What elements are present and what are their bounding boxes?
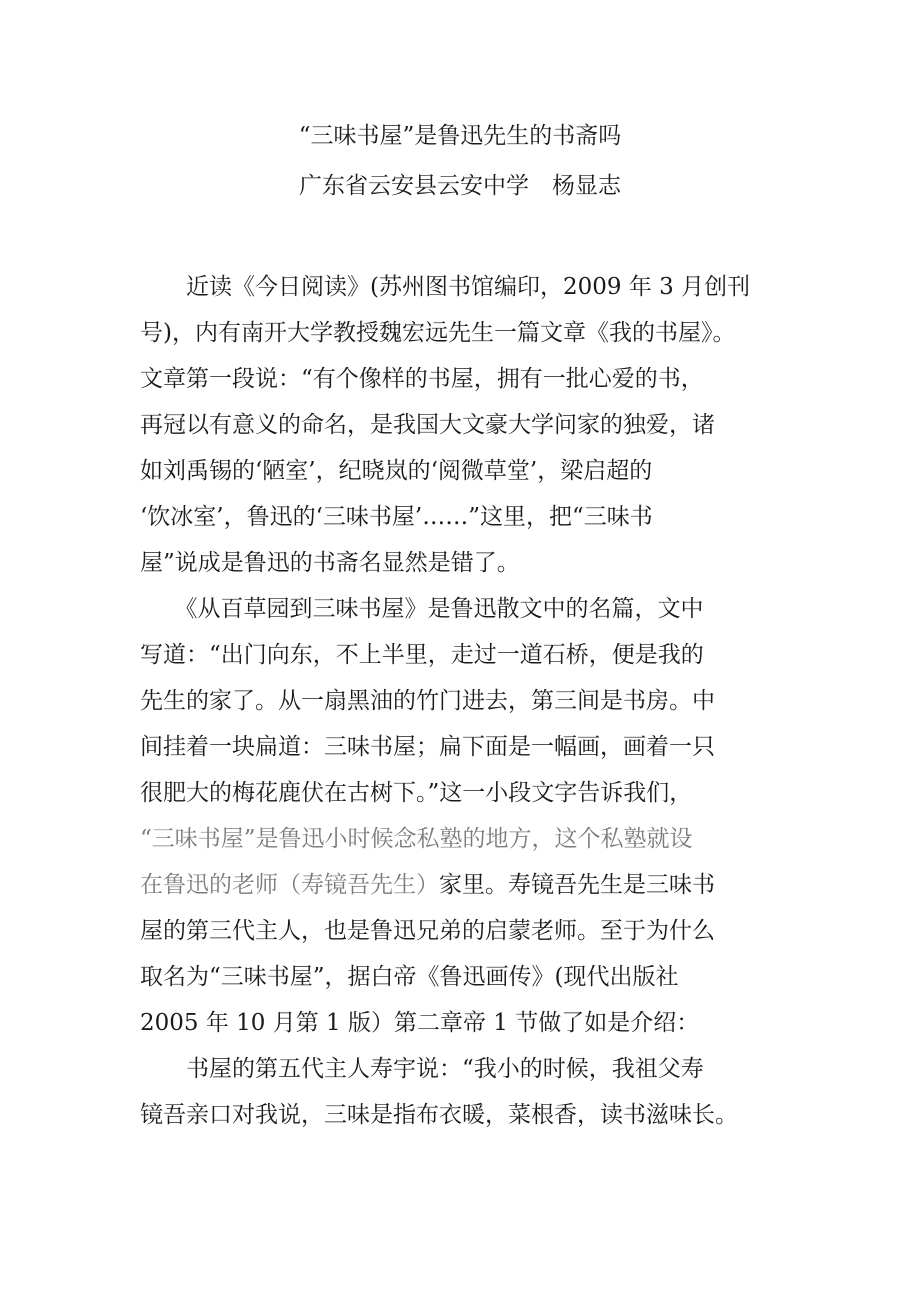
body-line: 如刘禹锡的‘陋室’，纪晓岚的‘阅微草堂’，梁启超的 xyxy=(140,458,653,484)
body-line: 文章第一段说：“有个像样的书屋，拥有一批心爱的书， xyxy=(140,366,704,392)
document-body xyxy=(140,264,780,1138)
body-line: 写道：“出门向东，不上半里，走过一道石桥，便是我的 xyxy=(140,642,704,668)
body-line: 《从百草园到三味书屋》是鲁迅散文中的名篇，文中 xyxy=(140,596,704,622)
body-line-segment: 在鲁迅的老师（寿镜吾先生） xyxy=(140,872,439,898)
body-line: 近读《今日阅读》(苏州图书馆编印，2009 年 3 月创刊 xyxy=(140,274,751,300)
body-line: 镜吾亲口对我说，三味是指布衣暖，菜根香，读书滋味长。 xyxy=(140,1102,738,1128)
body-line: 屋的第三代主人，也是鲁迅兄弟的启蒙老师。至于为什么 xyxy=(140,918,715,944)
body-line-segment: 家里。寿镜吾先生是三味书 xyxy=(439,872,715,898)
body-line: 书屋的第五代主人寿宇说：“我小的时候，我祖父寿 xyxy=(140,1056,704,1082)
body-line xyxy=(140,862,780,908)
body-line: 间挂着一块扁道：三味书屋；扁下面是一幅画，画着一只 xyxy=(140,734,715,760)
body-line: 号)，内有南开大学教授魏宏远先生一篇文章《我的书屋》。 xyxy=(140,320,736,346)
body-line: 屋”说成是鲁迅的书斋名显然是错了。 xyxy=(140,550,520,576)
body-line: “三味书屋”是鲁迅小时候念私塾的地方，这个私塾就设 xyxy=(140,826,693,852)
body-line: 2005 年 10 月第 1 版）第二章帝 1 节做了如是介绍： xyxy=(140,1010,700,1036)
body-line: 取名为“三味书屋”，据白帝《鲁迅画传》(现代出版社 xyxy=(140,964,679,990)
body-line: 先生的家了。从一扇黑油的竹门进去，第三间是书房。中 xyxy=(140,688,715,714)
body-line: ‘饮冰室’，鲁迅的‘三味书屋’……”这里，把“三味书 xyxy=(140,504,653,530)
document-title: “三味书屋”是鲁迅先生的书斋吗 xyxy=(298,123,622,149)
body-line: 很肥大的梅花鹿伏在古树下。”这一小段文字告诉我们， xyxy=(140,780,693,806)
body-line: 再冠以有意义的命名，是我国大文豪大学问家的独爱，诸 xyxy=(140,412,715,438)
document-byline: 广东省云安县云安中学 杨显志 xyxy=(299,173,621,199)
